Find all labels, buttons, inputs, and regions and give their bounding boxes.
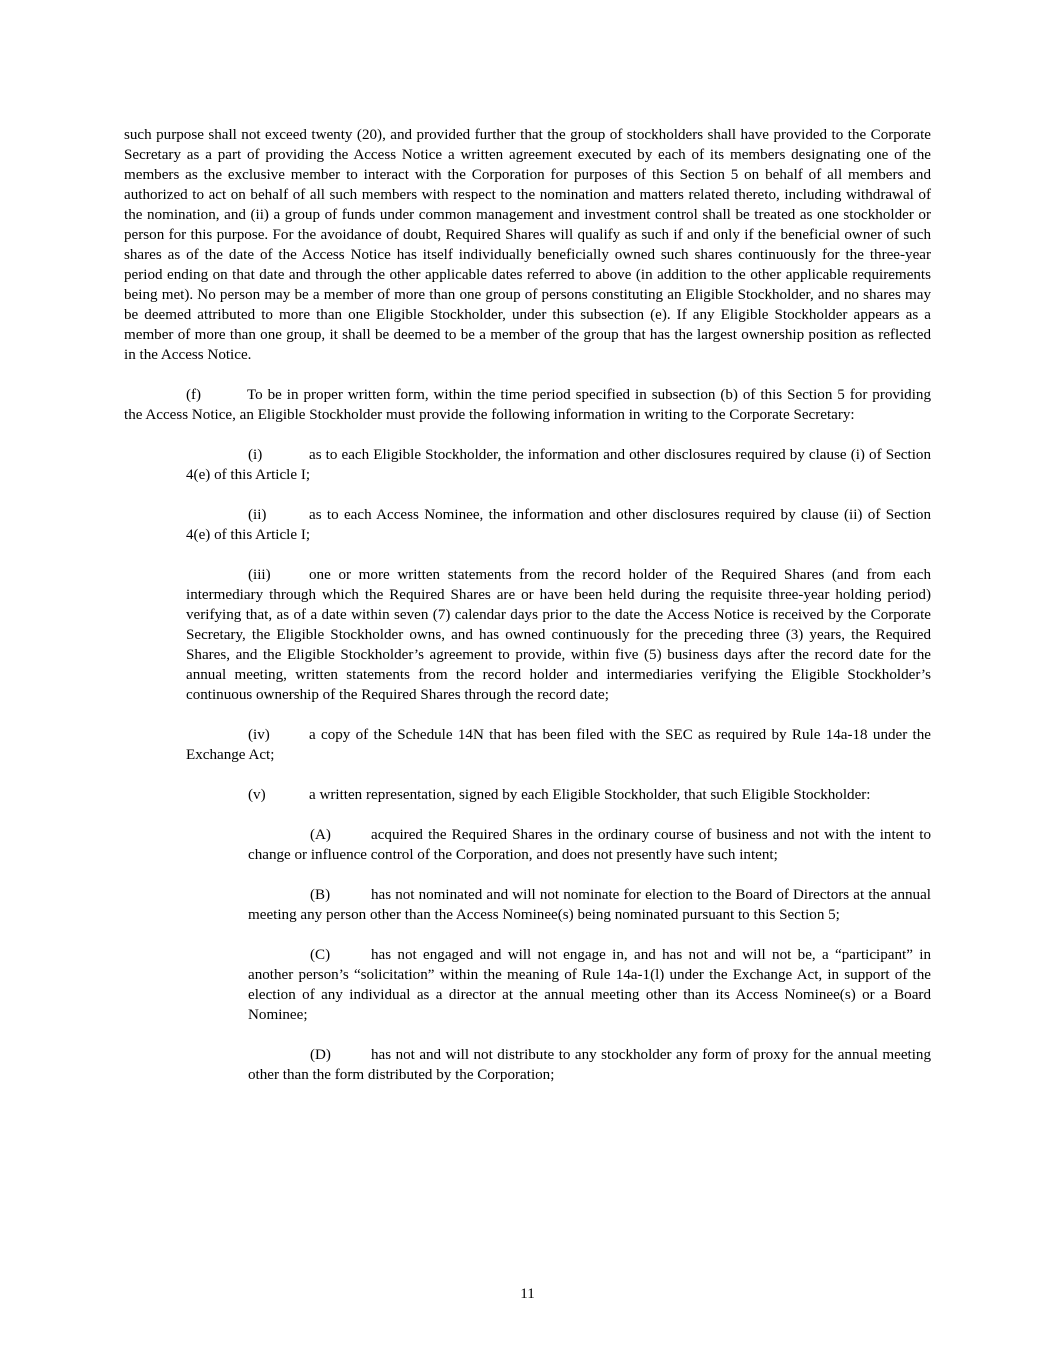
item-ii-text: as to each Access Nominee, the information and other disclosures required by clause (ii) of Section 4(e) of this Article I; xyxy=(186,507,931,543)
item-ii xyxy=(124,505,931,545)
subitem-c-marker: (C) xyxy=(310,947,331,963)
item-i-text: as to each Eligible Stockholder, the information and other disclosures required by clause (i) of Section 4(e) of this Article I; xyxy=(186,447,931,483)
item-v-text: a written representation, signed by each Eligible Stockholder, that such Eligible Stockholder: xyxy=(309,787,871,803)
item-iv-marker: (iv) xyxy=(248,727,270,743)
subitem-b-text: has not nominated and will not nominate for election to the Board of Directors at the annual meeting any person other than the Access Nominee(s) being nominated pursuant to this Section 5; xyxy=(248,887,931,923)
item-ii-marker: (ii) xyxy=(248,507,267,523)
continuation-paragraph: such purpose shall not exceed twenty (20), and provided further that the group of stockholders shall have provided to the Corporate Secretary as a part of providing the Access Notice a written agreement executed by each of its members designating one of the members as the exclusive member to interact with the Corporation for purposes of this Section 5 on behalf of all members and authorized to act on behalf of all such members with respect to the nomination and matters related thereto, including withdrawal of the nomination, and (ii) a group of funds under common management and investment control shall be treated as one stockholder or person for this purpose. For the avoidance of doubt, Required Shares will qualify as such if and only if the beneficial owner of such shares as of the date of the Access Notice has itself individually beneficially owned such shares continuously for the three-year period ending on that date and through the other applicable dates referred to above (in addition to the other applicable requirements being met). No person may be a member of more than one group of persons constituting an Eligible Stockholder, and no shares may be deemed attributed to more than one Eligible Stockholder, under this subsection (e). If any Eligible Stockholder appears as a member of more than one group, it shall be deemed to be a member of the group that has the largest ownership position as reflected in the Access Notice. xyxy=(124,127,931,363)
item-iv-text: a copy of the Schedule 14N that has been filed with the SEC as required by Rule 14a-18 under the Exchange Act; xyxy=(186,727,931,763)
subitem-d xyxy=(124,1045,931,1085)
item-iv xyxy=(124,725,931,765)
subitem-c-text: has not engaged and will not engage in, and has not and will not be, a “participant” in another person’s “solicitation” within the meaning of Rule 14a-1(l) under the Exchange Act, in support of the election of any individual as a director at the annual meeting other than its Access Nominee(s) or a Board Nominee; xyxy=(248,947,931,1023)
item-v-marker: (v) xyxy=(248,787,266,803)
item-i xyxy=(124,445,931,485)
paragraph-f xyxy=(124,385,931,425)
item-iii xyxy=(124,565,931,705)
item-iii-text: one or more written statements from the record holder of the Required Shares (and from each intermediary through which the Required Shares are or have been held during the requisite three-year holding period) verifying that, as of a date within seven (7) calendar days prior to the date the Access Notice is received by the Corporate Secretary, the Eligible Stockholder owns, and has owned continuously for the preceding three (3) years, the Required Shares, and the Eligible Stockholder’s agreement to provide, within five (5) business days after the record date for the annual meeting, written statements from the record holder and intermediaries verifying the Eligible Stockholder’s continuous ownership of the Required Shares through the record date; xyxy=(186,567,931,703)
subitem-a xyxy=(124,825,931,865)
item-v xyxy=(124,785,931,805)
item-i-marker: (i) xyxy=(248,447,263,463)
document-body xyxy=(124,125,931,1085)
subitem-a-marker: (A) xyxy=(310,827,331,843)
page-number: 11 xyxy=(520,1286,535,1302)
subitem-d-marker: (D) xyxy=(310,1047,331,1063)
subitem-c xyxy=(124,945,931,1025)
paragraph-f-text: To be in proper written form, within the time period specified in subsection (b) of this Section 5 for providing the Access Notice, an Eligible Stockholder must provide the following information in writing to the Corporate Secretary: xyxy=(124,387,931,423)
item-iii-marker: (iii) xyxy=(248,567,271,583)
paragraph-f-marker: (f) xyxy=(186,387,202,403)
subitem-b-marker: (B) xyxy=(310,887,331,903)
subitem-b xyxy=(124,885,931,925)
subitem-d-text: has not and will not distribute to any stockholder any form of proxy for the annual meeting other than the form distributed by the Corporation; xyxy=(248,1047,931,1083)
subitem-a-text: acquired the Required Shares in the ordinary course of business and not with the intent to change or influence control of the Corporation, and does not presently have such intent; xyxy=(248,827,931,863)
